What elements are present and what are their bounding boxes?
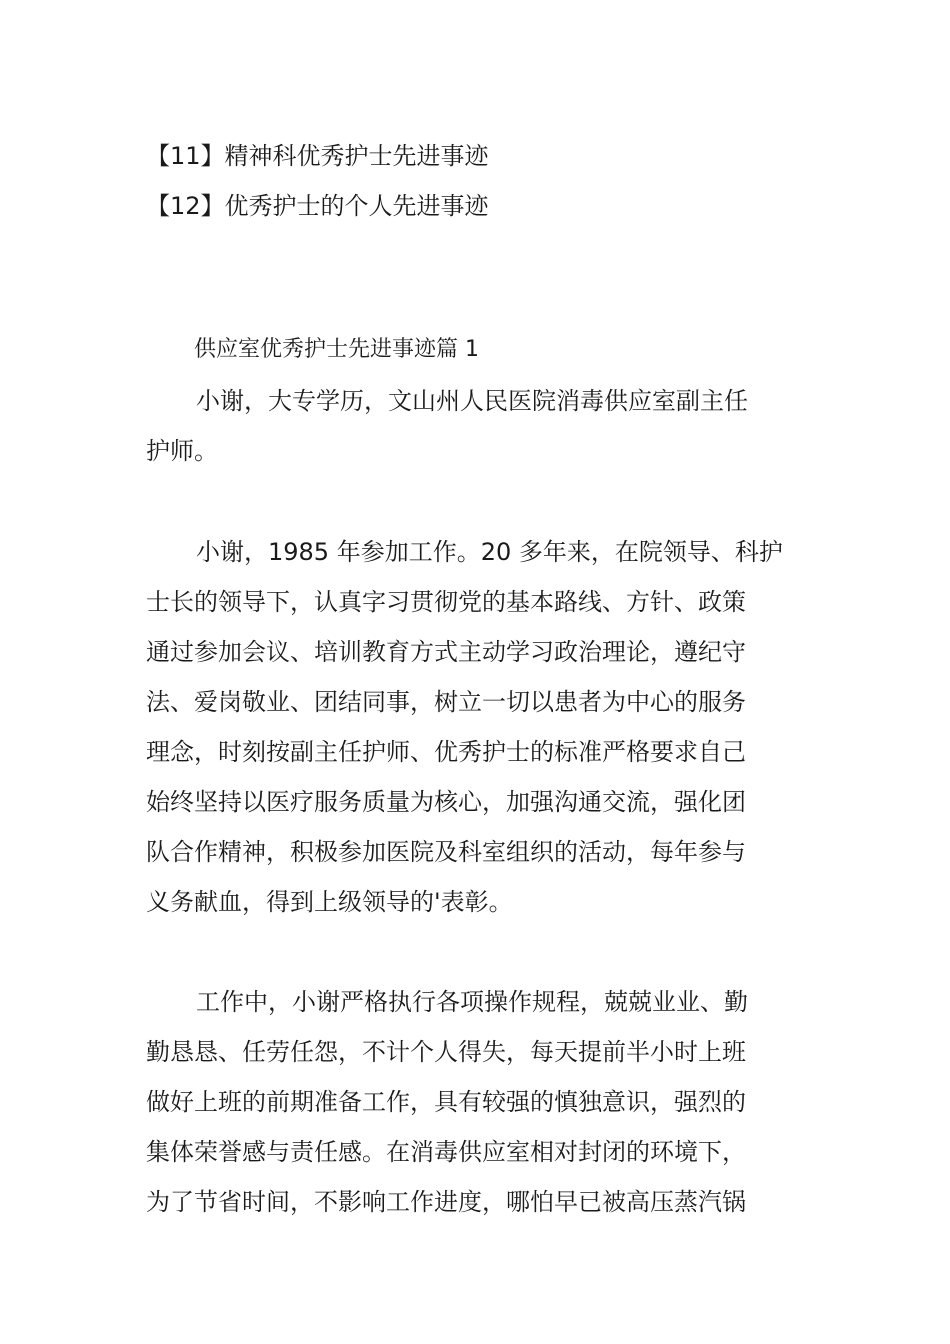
paragraph-line: 小谢，1985 年参加工作。20 多年来，在院领导、科护 xyxy=(196,538,783,566)
paragraph-line: 队合作精神，积极参加医院及科室组织的活动，每年参与 xyxy=(146,838,746,866)
paragraph-line: 通过参加会议、培训教育方式主动学习政治理论，遵纪守 xyxy=(146,638,746,666)
paragraph-line: 小谢，大专学历，文山州人民医院消毒供应室副主任 xyxy=(196,387,748,415)
paragraph-2 xyxy=(146,527,814,927)
toc-item-12: 【12】优秀护士的个人先进事迹 xyxy=(146,192,489,220)
paragraph-line: 为了节省时间，不影响工作进度，哪怕早已被高压蒸汽锅 xyxy=(146,1188,746,1216)
paragraph-line: 义务献血，得到上级领导的'表彰。 xyxy=(146,888,513,916)
paragraph-line: 集体荣誉感与责任感。在消毒供应室相对封闭的环境下， xyxy=(146,1138,746,1166)
paragraph-line: 护师。 xyxy=(146,437,218,465)
paragraph-line: 勤恳恳、任劳任怨，不计个人得失，每天提前半小时上班 xyxy=(146,1038,746,1066)
section-title: 供应室优秀护士先进事迹篇 1 xyxy=(194,337,479,362)
paragraph-line: 始终坚持以医疗服务质量为核心，加强沟通交流，强化团 xyxy=(146,788,746,816)
paragraph-line: 做好上班的前期准备工作，具有较强的慎独意识，强烈的 xyxy=(146,1088,746,1116)
paragraph-line: 法、爱岗敬业、团结同事，树立一切以患者为中心的服务 xyxy=(146,688,746,716)
paragraph-3 xyxy=(146,977,814,1227)
paragraph-line: 工作中，小谢严格执行各项操作规程，兢兢业业、勤 xyxy=(196,988,748,1016)
paragraph-1 xyxy=(146,376,814,476)
article-body xyxy=(146,330,814,1227)
table-of-contents xyxy=(146,131,826,231)
toc-item-11: 【11】精神科优秀护士先进事迹 xyxy=(146,142,489,170)
paragraph-line: 理念，时刻按副主任护师、优秀护士的标准严格要求自己 xyxy=(146,738,746,766)
paragraph-line: 士长的领导下，认真字习贯彻党的基本路线、方针、政策 xyxy=(146,588,746,616)
